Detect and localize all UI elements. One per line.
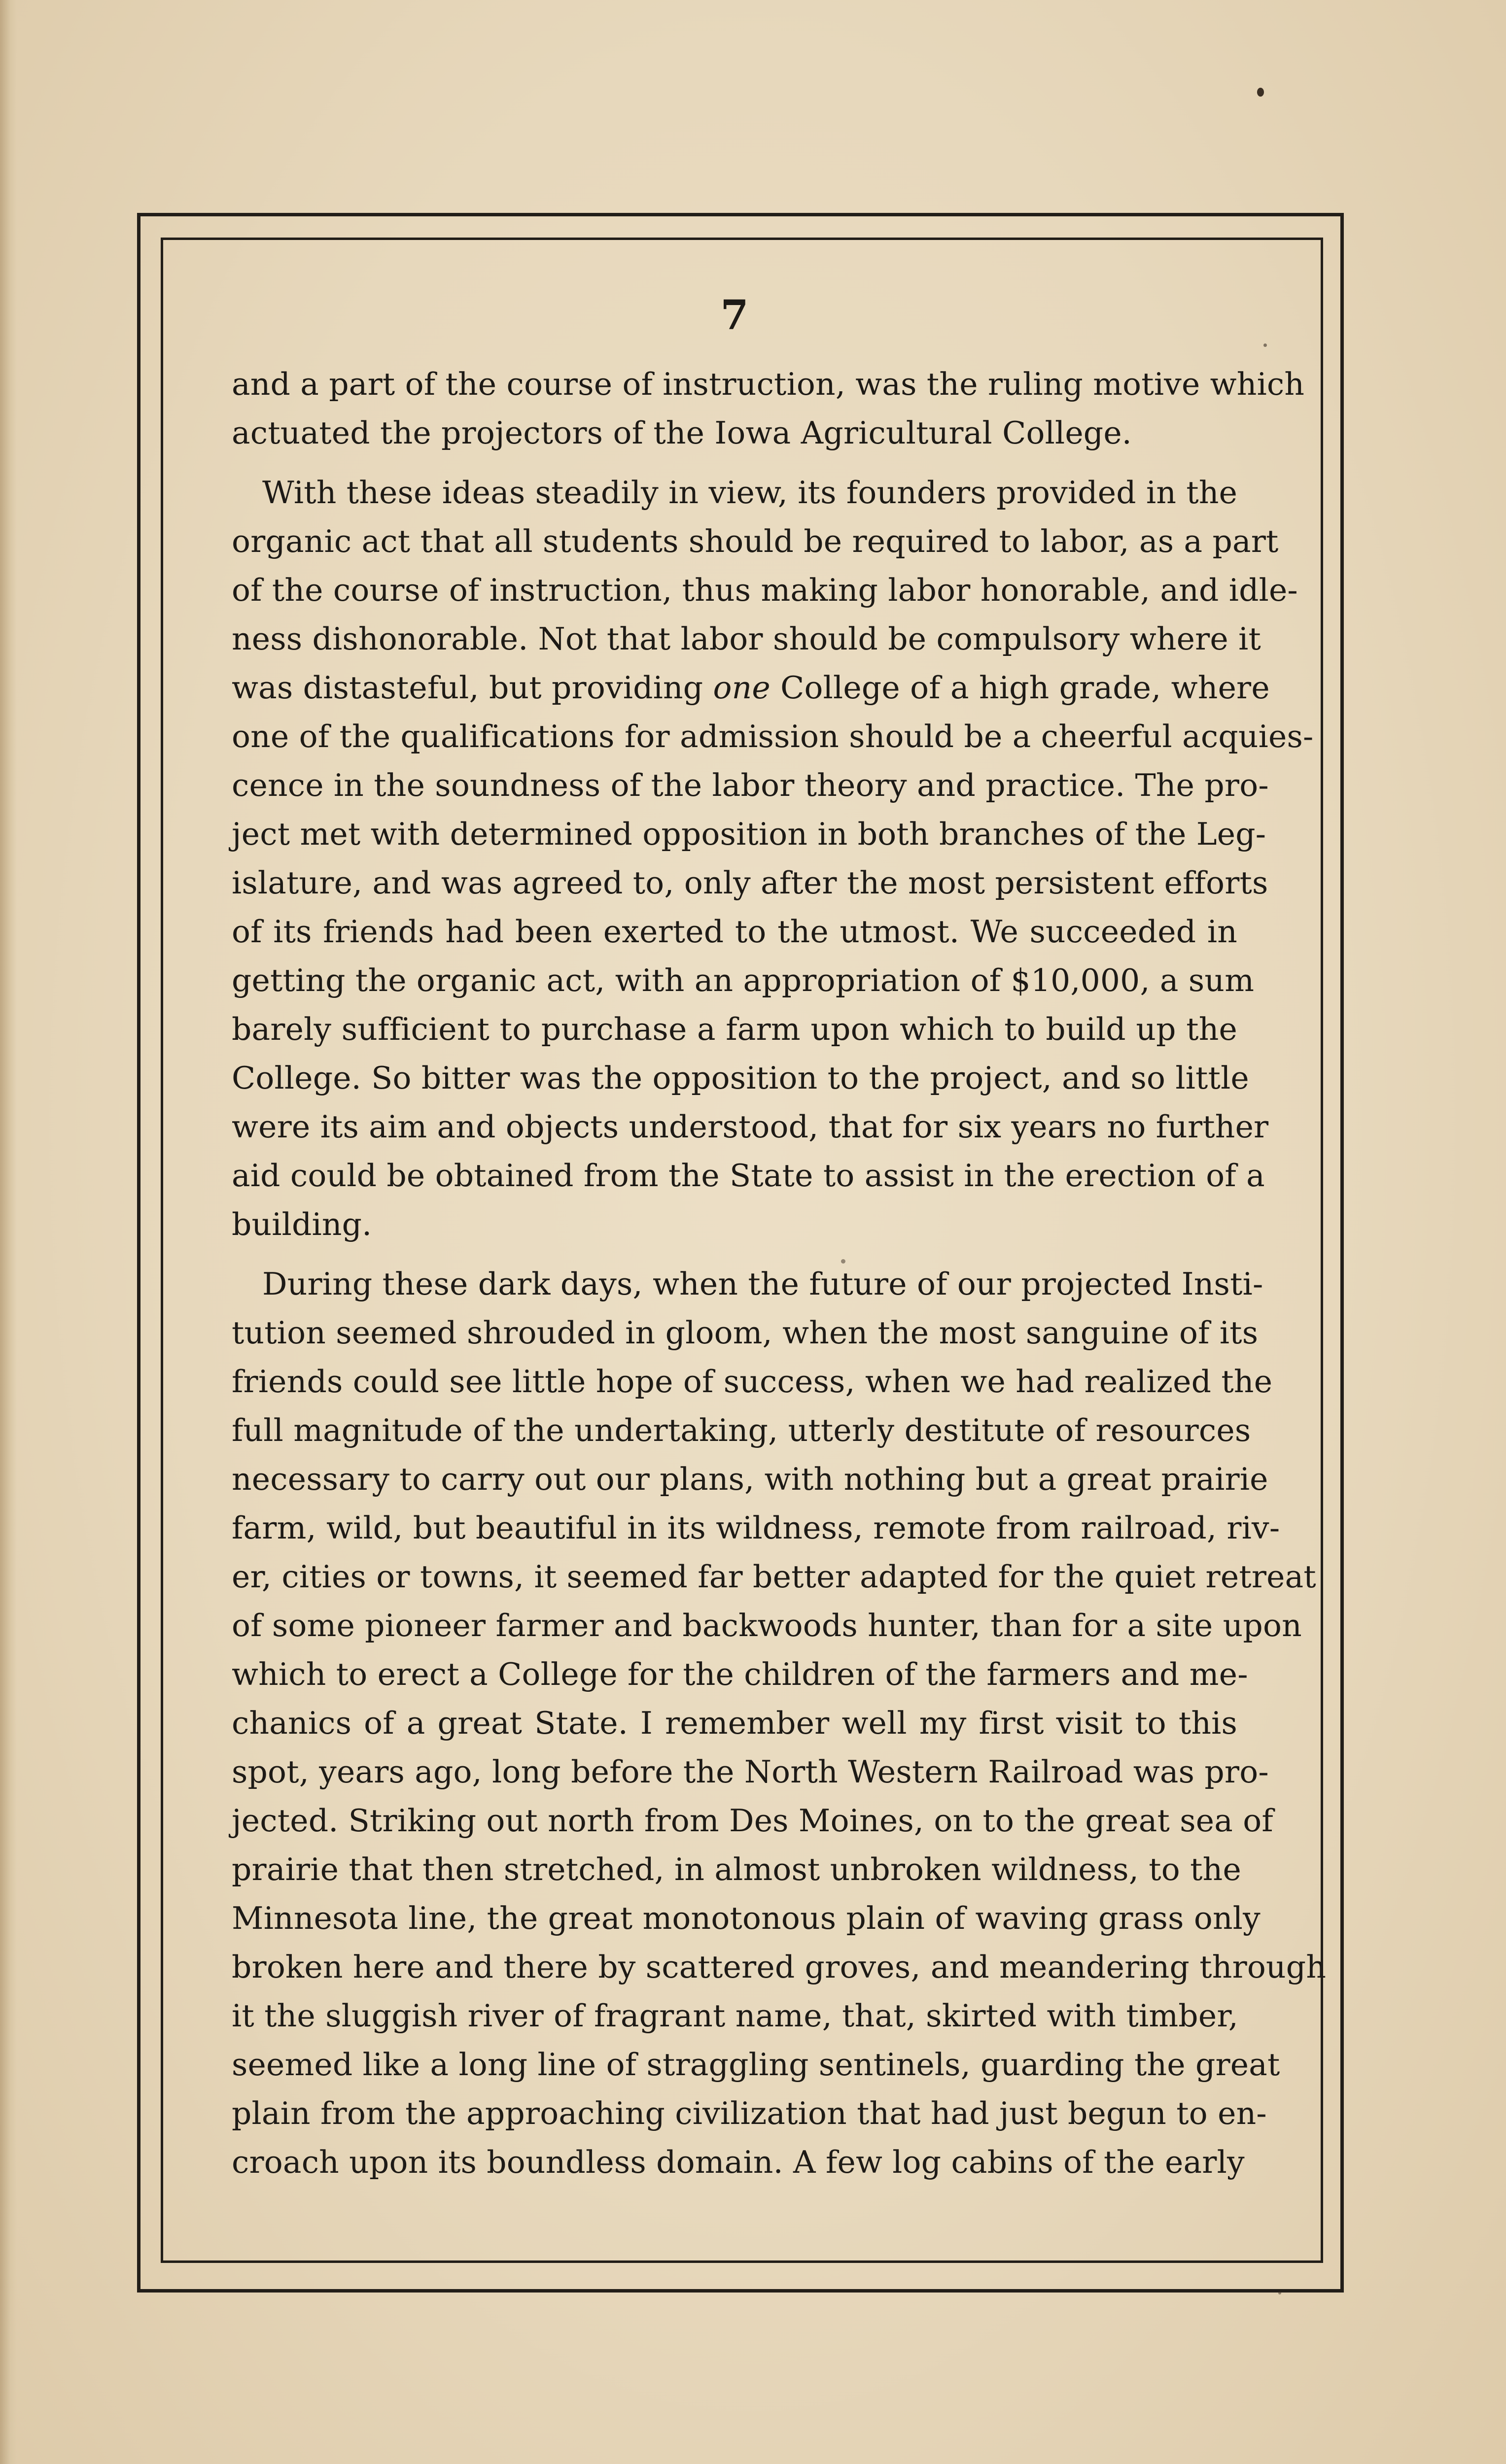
text-line: friends could see little hope of success, when we had realized the <box>232 1364 1273 1400</box>
text-line: aid could be obtained from the State to assist in the erection of a <box>232 1158 1265 1194</box>
text-line: prairie that then stretched, in almost unbroken wildness, to the <box>232 1851 1241 1887</box>
paragraph-founders <box>232 468 1314 1249</box>
binding-edge <box>0 0 17 2464</box>
ink-speck <box>1257 88 1264 97</box>
text-line: which to erect a College for the children of the farmers and me- <box>232 1656 1248 1692</box>
text-line: tution seemed shrouded in gloom, when the most sanguine of its <box>232 1315 1259 1351</box>
page-number: 7 <box>720 292 749 339</box>
ink-speck <box>841 1259 845 1264</box>
paragraph-continuation <box>232 360 1305 457</box>
text-body <box>232 291 1327 2197</box>
text-line: of the course of instruction, thus making labor honorable, and idle- <box>232 572 1298 608</box>
text-line: Minnesota line, the great monotonous plain of waving grass only <box>232 1900 1261 1936</box>
text-line: cence in the soundness of the labor theory and practice. The pro- <box>232 767 1269 803</box>
text-line: College. So bitter was the opposition to the project, and so little <box>232 1060 1249 1096</box>
text-line: islature, and was agreed to, only after the most persistent efforts <box>232 865 1268 901</box>
italic-word: one <box>713 670 771 706</box>
text-line: ject met with determined opposition in both branches of the Leg- <box>232 816 1266 852</box>
text-line: barely sufficient to purchase a farm upon which to build up the <box>232 1011 1237 1047</box>
text-line: During these dark days, when the future of our projected Insti- <box>262 1266 1263 1302</box>
text-segment: was distasteful, but providing <box>232 670 713 706</box>
text-line: farm, wild, but beautiful in its wildness, remote from railroad, riv- <box>232 1510 1280 1546</box>
text-segment: College of a high grade, where <box>770 670 1270 706</box>
text-line: er, cities or towns, it seemed far better adapted for the quiet retreat <box>232 1559 1316 1595</box>
text-line: With these ideas steadily in view, its founders provided in the <box>262 475 1238 511</box>
ink-speck <box>1278 2292 1281 2294</box>
text-line: were its aim and objects understood, that for six years no further <box>232 1109 1269 1145</box>
text-line: ness dishonorable. Not that labor should be compulsory where it <box>232 621 1261 657</box>
ink-speck <box>1263 343 1267 347</box>
text-line: plain from the approaching civilization that had just begun to en- <box>232 2095 1267 2131</box>
text-line: of its friends had been exerted to the utmost. We succeeded in <box>232 914 1237 950</box>
paragraph-dark-days <box>232 1260 1327 2187</box>
text-line: seemed like a long line of straggling sentinels, guarding the great <box>232 2047 1280 2083</box>
text-line: organic act that all students should be required to labor, as a part <box>232 523 1279 559</box>
text-line: jected. Striking out north from Des Moines, on to the great sea of <box>232 1803 1273 1839</box>
text-line: broken here and there by scattered groves, and meandering through <box>232 1949 1327 1985</box>
text-line: of some pioneer farmer and backwoods hunter, than for a site upon <box>232 1608 1302 1643</box>
text-line: it the sluggish river of fragrant name, that, skirted with timber, <box>232 1998 1238 2034</box>
text-line: and a part of the course of instruction, was the ruling motive which <box>232 366 1305 402</box>
text-line: spot, years ago, long before the North Western Railroad was pro- <box>232 1754 1269 1790</box>
text-line: necessary to carry out our plans, with nothing but a great prairie <box>232 1461 1268 1497</box>
text-line: one of the qualifications for admission should be a cheerful acquies- <box>232 719 1314 754</box>
text-line: getting the organic act, with an appropriation of $10,000, a sum <box>232 962 1255 998</box>
text-line: croach upon its boundless domain. A few log cabins of the early <box>232 2144 1245 2180</box>
text-line: chanics of a great State. I remember well my first visit to this <box>232 1705 1237 1741</box>
text-line: full magnitude of the undertaking, utterly destitute of resources <box>232 1412 1251 1448</box>
text-line: building. <box>232 1206 372 1242</box>
text-line-with-italic <box>232 663 1270 712</box>
text-line: actuated the projectors of the Iowa Agricultural College. <box>232 415 1132 451</box>
